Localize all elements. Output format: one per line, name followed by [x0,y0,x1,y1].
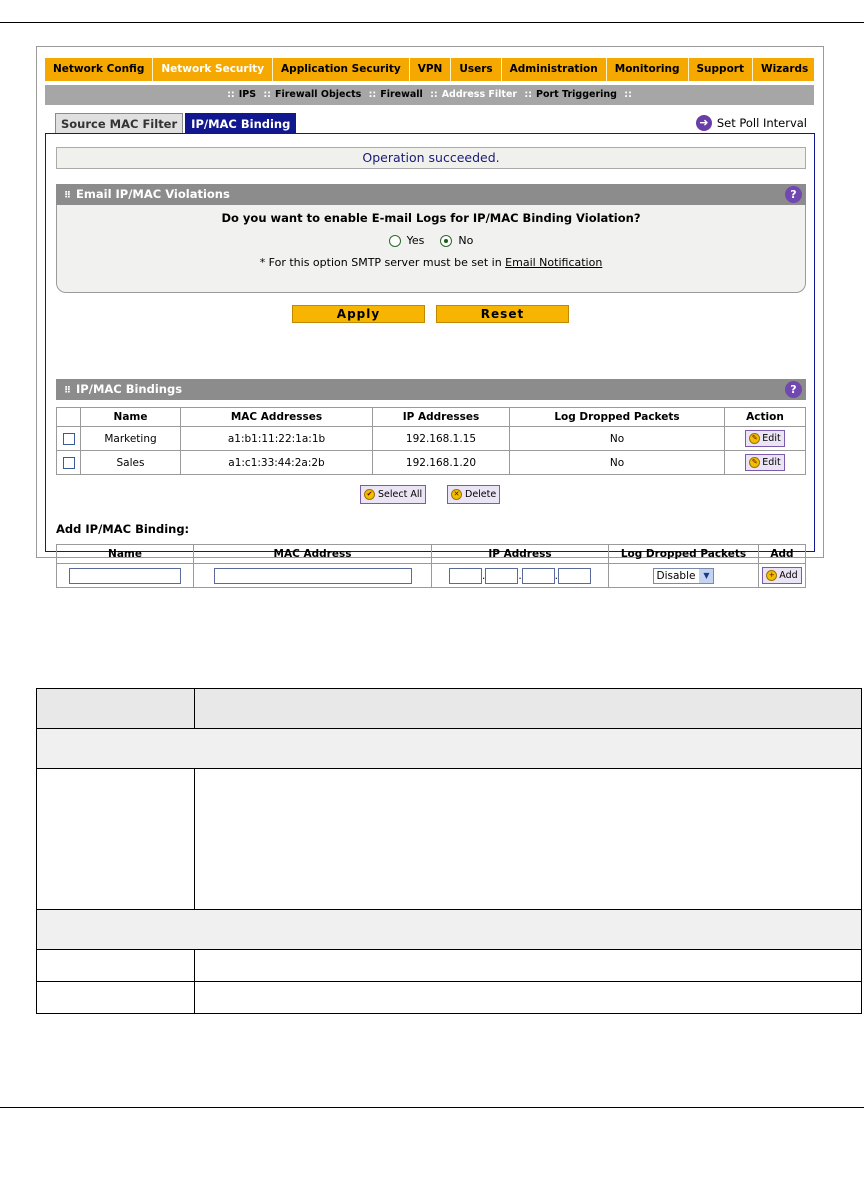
nav-users[interactable]: Users [451,58,501,81]
subnav-firewall-objects[interactable]: Firewall Objects [274,89,362,100]
page-bottom-rule [0,1107,864,1108]
bindings-section-header [56,379,806,400]
log-dropped-value: Disable [656,569,696,582]
arrow-right-icon: ➜ [696,115,712,131]
tab-source-mac-filter[interactable]: Source MAC Filter [55,113,183,133]
tab-bar [55,113,298,133]
row-ip: 192.168.1.15 [373,427,510,451]
main-nav [45,58,814,81]
help-icon[interactable]: ? [785,381,802,398]
reset-button[interactable]: Reset [436,305,569,323]
x-icon: ✕ [451,489,462,500]
add-col-mac: MAC Address [194,545,432,564]
ip-octet-2-input[interactable] [485,568,518,584]
apply-button[interactable]: Apply [292,305,425,323]
page-top-rule [0,22,864,23]
radio-no[interactable] [440,234,473,247]
pencil-icon: ✎ [749,457,760,468]
col-action: Action [725,408,806,427]
chevron-down-icon: ▼ [699,569,713,583]
add-binding-table: Name MAC Address IP Address Log Dropped Packets Add . . . Disable ▼ + Add [56,544,806,588]
col-log: Log Dropped Packets [510,408,725,427]
smtp-note-text: * For this option SMTP server must be set in [259,256,502,269]
grip-icon: ⠿ [64,191,72,201]
ip-octet-1-input[interactable] [449,568,482,584]
content-panel [45,133,815,582]
email-radio-group [57,234,805,247]
col-mac: MAC Addresses [181,408,373,427]
row-ip: 192.168.1.20 [373,451,510,475]
nav-monitoring[interactable]: Monitoring [607,58,689,81]
table-row [57,427,806,451]
row-mac: a1:c1:33:44:2a:2b [181,451,373,475]
smtp-note [57,256,805,269]
grip-icon: ⠿ [64,386,72,396]
mac-address-input[interactable] [214,568,412,584]
nav-support[interactable]: Support [689,58,753,81]
row-checkbox[interactable] [63,457,75,469]
delete-label: Delete [465,489,497,500]
add-col-name: Name [57,545,194,564]
email-question: Do you want to enable E-mail Logs for IP/MAC Binding Violation? [221,211,641,225]
email-section-header [56,184,806,205]
row-log: No [510,451,725,475]
edit-label: Edit [762,433,781,444]
check-icon: ✔ [364,489,375,500]
poll-label: Set Poll Interval [716,116,807,130]
select-all-button[interactable] [360,485,426,504]
nav-application-security[interactable]: Application Security [273,58,410,81]
table-row [57,451,806,475]
set-poll-interval-link[interactable] [696,115,807,131]
bindings-section-title: IP/MAC Bindings [76,382,183,396]
add-col-log: Log Dropped Packets [609,545,759,564]
select-all-label: Select All [378,489,423,500]
nav-network-config[interactable]: Network Config [45,58,153,81]
subnav-address-filter[interactable]: Address Filter [441,89,518,100]
ip-octet-4-input[interactable] [558,568,591,584]
add-col-ip: IP Address [432,545,609,564]
email-section-title: Email IP/MAC Violations [76,187,230,201]
nav-network-security[interactable]: Network Security [153,58,273,81]
col-name: Name [81,408,181,427]
edit-label: Edit [762,457,781,468]
nav-vpn[interactable]: VPN [410,58,452,81]
pencil-icon: ✎ [749,433,760,444]
row-mac: a1:b1:11:22:1a:1b [181,427,373,451]
bindings-table [56,407,806,475]
screenshot-frame [36,46,824,582]
col-ip: IP Addresses [373,408,510,427]
radio-no-label: No [458,234,474,247]
add-button[interactable] [762,567,801,584]
row-log: No [510,427,725,451]
nav-administration[interactable]: Administration [502,58,607,81]
edit-button[interactable] [745,430,784,447]
radio-yes-label: Yes [406,234,425,247]
email-violations-box [56,205,806,293]
add-col-add: Add [759,545,806,564]
radio-yes-circle[interactable] [389,235,401,247]
delete-button[interactable] [447,485,500,504]
help-icon[interactable]: ? [785,186,802,203]
row-name: Sales [81,451,181,475]
name-input[interactable] [69,568,181,584]
ip-octet-3-input[interactable] [522,568,555,584]
add-binding-title: Add IP/MAC Binding: [56,522,190,536]
radio-yes[interactable] [389,234,425,247]
subnav-ips[interactable]: IPS [238,89,257,100]
row-name: Marketing [81,427,181,451]
sub-nav: :: IPS :: Firewall Objects :: Firewall :: Address Filter :: Port Triggering :: [45,85,814,105]
tab-ip-mac-binding[interactable]: IP/MAC Binding [185,113,296,133]
edit-button[interactable] [745,454,784,471]
plus-icon: + [766,570,777,581]
subnav-port-triggering[interactable]: Port Triggering [536,89,617,100]
add-label: Add [779,570,798,581]
email-notification-link[interactable]: Email Notification [505,256,603,269]
description-table [36,688,862,1014]
radio-no-circle[interactable] [440,235,452,247]
subnav-firewall[interactable]: Firewall [380,89,423,100]
status-message: Operation succeeded. [56,147,806,169]
log-dropped-select[interactable] [653,568,715,584]
row-checkbox[interactable] [63,433,75,445]
nav-wizards[interactable]: Wizards [760,63,809,75]
